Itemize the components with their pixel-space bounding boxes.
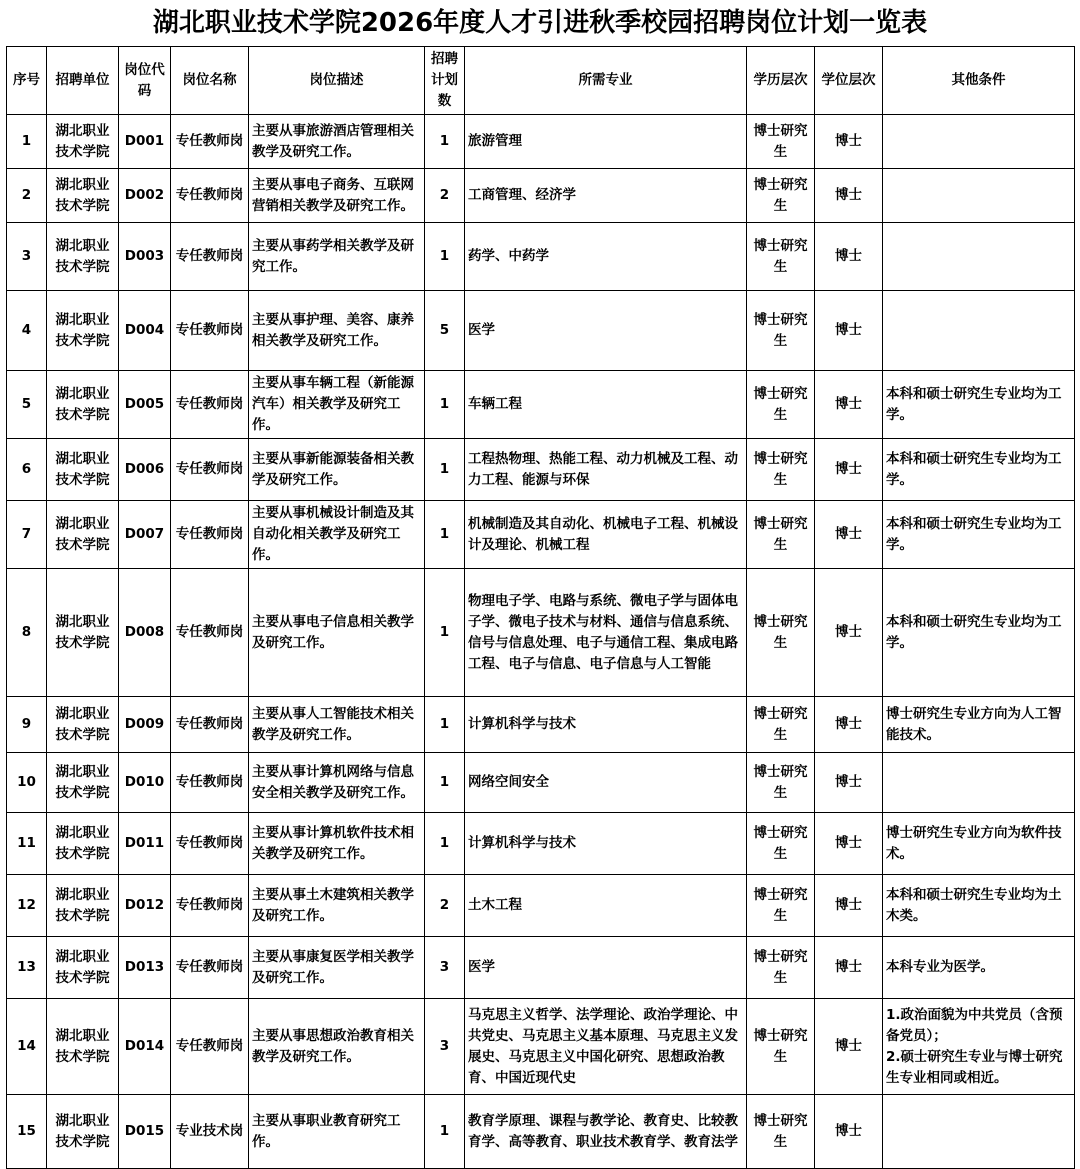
- cell-majors: 医学: [465, 937, 747, 999]
- cell-education: 博士研究生: [747, 753, 815, 813]
- cell-unit: 湖北职业技术学院: [47, 569, 119, 697]
- recruitment-table: [6, 46, 1075, 1169]
- cell-other: 本科和硕士研究生专业均为土木类。: [883, 875, 1075, 937]
- table-row: [7, 1095, 1075, 1169]
- cell-code: D005: [119, 371, 171, 439]
- table-row: [7, 813, 1075, 875]
- cell-count: 2: [425, 169, 465, 223]
- table-row: [7, 999, 1075, 1095]
- cell-majors: 旅游管理: [465, 115, 747, 169]
- cell-education: 博士研究生: [747, 813, 815, 875]
- table-row: [7, 115, 1075, 169]
- cell-degree: 博士: [815, 501, 883, 569]
- cell-code: D015: [119, 1095, 171, 1169]
- cell-count: 1: [425, 371, 465, 439]
- cell-education: 博士研究生: [747, 937, 815, 999]
- cell-count: 5: [425, 291, 465, 371]
- cell-degree: 博士: [815, 937, 883, 999]
- cell-seq: 5: [7, 371, 47, 439]
- header-majors: 所需专业: [465, 47, 747, 115]
- cell-seq: 8: [7, 569, 47, 697]
- cell-degree: 博士: [815, 291, 883, 371]
- cell-other: [883, 753, 1075, 813]
- cell-education: 博士研究生: [747, 371, 815, 439]
- cell-count: 1: [425, 697, 465, 753]
- cell-education: 博士研究生: [747, 223, 815, 291]
- cell-education: 博士研究生: [747, 291, 815, 371]
- page-title: 湖北职业技术学院2026年度人才引进秋季校园招聘岗位计划一览表: [152, 8, 928, 38]
- cell-position: 专任教师岗: [171, 223, 249, 291]
- cell-majors: 网络空间安全: [465, 753, 747, 813]
- cell-description: 主要从事药学相关教学及研究工作。: [249, 223, 425, 291]
- cell-education: 博士研究生: [747, 875, 815, 937]
- cell-education: 博士研究生: [747, 569, 815, 697]
- cell-education: 博士研究生: [747, 439, 815, 501]
- cell-unit: 湖北职业技术学院: [47, 371, 119, 439]
- cell-code: D011: [119, 813, 171, 875]
- cell-position: 专任教师岗: [171, 875, 249, 937]
- cell-other: 1.政治面貌为中共党员（含预备党员）； 2.硕士研究生专业与博士研究生专业相同或相近。: [883, 999, 1075, 1095]
- cell-education: 博士研究生: [747, 697, 815, 753]
- cell-code: D001: [119, 115, 171, 169]
- cell-code: D006: [119, 439, 171, 501]
- header-row: [7, 47, 1075, 115]
- cell-code: D004: [119, 291, 171, 371]
- cell-count: 1: [425, 115, 465, 169]
- cell-majors: 教育学原理、课程与教学论、教育史、比较教育学、高等教育、职业技术教育学、教育法学: [465, 1095, 747, 1169]
- cell-other: 本科和硕士研究生专业均为工学。: [883, 569, 1075, 697]
- cell-unit: 湖北职业技术学院: [47, 813, 119, 875]
- cell-other: 本科和硕士研究生专业均为工学。: [883, 439, 1075, 501]
- cell-description: 主要从事车辆工程（新能源汽车）相关教学及研究工作。: [249, 371, 425, 439]
- cell-seq: 2: [7, 169, 47, 223]
- cell-count: 1: [425, 223, 465, 291]
- cell-degree: 博士: [815, 1095, 883, 1169]
- cell-other: 博士研究生专业方向为软件技术。: [883, 813, 1075, 875]
- cell-majors: 计算机科学与技术: [465, 813, 747, 875]
- cell-count: 1: [425, 1095, 465, 1169]
- header-degree: 学位层次: [815, 47, 883, 115]
- cell-position: 专任教师岗: [171, 439, 249, 501]
- cell-position: 专任教师岗: [171, 569, 249, 697]
- table-row: [7, 291, 1075, 371]
- cell-degree: 博士: [815, 753, 883, 813]
- cell-seq: 6: [7, 439, 47, 501]
- cell-count: 1: [425, 813, 465, 875]
- cell-code: D009: [119, 697, 171, 753]
- cell-other: 本科和硕士研究生专业均为工学。: [883, 501, 1075, 569]
- cell-unit: 湖北职业技术学院: [47, 999, 119, 1095]
- cell-position: 专业技术岗: [171, 1095, 249, 1169]
- cell-count: 3: [425, 999, 465, 1095]
- cell-seq: 13: [7, 937, 47, 999]
- header-count: 招聘计划数: [425, 47, 465, 115]
- cell-seq: 10: [7, 753, 47, 813]
- cell-count: 1: [425, 753, 465, 813]
- cell-unit: 湖北职业技术学院: [47, 697, 119, 753]
- table-row: [7, 169, 1075, 223]
- cell-description: 主要从事职业教育研究工作。: [249, 1095, 425, 1169]
- cell-seq: 14: [7, 999, 47, 1095]
- cell-position: 专任教师岗: [171, 937, 249, 999]
- cell-code: D010: [119, 753, 171, 813]
- cell-other: 博士研究生专业方向为人工智能技术。: [883, 697, 1075, 753]
- cell-other: [883, 1095, 1075, 1169]
- cell-description: 主要从事计算机网络与信息安全相关教学及研究工作。: [249, 753, 425, 813]
- cell-description: 主要从事电子商务、互联网营销相关教学及研究工作。: [249, 169, 425, 223]
- cell-code: D002: [119, 169, 171, 223]
- cell-unit: 湖北职业技术学院: [47, 439, 119, 501]
- header-position: 岗位名称: [171, 47, 249, 115]
- table-row: [7, 439, 1075, 501]
- cell-position: 专任教师岗: [171, 169, 249, 223]
- cell-description: 主要从事康复医学相关教学及研究工作。: [249, 937, 425, 999]
- cell-majors: 计算机科学与技术: [465, 697, 747, 753]
- cell-description: 主要从事旅游酒店管理相关教学及研究工作。: [249, 115, 425, 169]
- cell-unit: 湖北职业技术学院: [47, 875, 119, 937]
- cell-count: 1: [425, 569, 465, 697]
- table-row: [7, 753, 1075, 813]
- cell-unit: 湖北职业技术学院: [47, 501, 119, 569]
- cell-unit: 湖北职业技术学院: [47, 753, 119, 813]
- cell-unit: 湖北职业技术学院: [47, 291, 119, 371]
- cell-count: 1: [425, 439, 465, 501]
- cell-degree: 博士: [815, 439, 883, 501]
- cell-code: D013: [119, 937, 171, 999]
- cell-description: 主要从事计算机软件技术相关教学及研究工作。: [249, 813, 425, 875]
- header-description: 岗位描述: [249, 47, 425, 115]
- cell-count: 2: [425, 875, 465, 937]
- cell-position: 专任教师岗: [171, 115, 249, 169]
- cell-education: 博士研究生: [747, 999, 815, 1095]
- cell-position: 专任教师岗: [171, 501, 249, 569]
- cell-degree: 博士: [815, 371, 883, 439]
- cell-description: 主要从事人工智能技术相关教学及研究工作。: [249, 697, 425, 753]
- table-row: [7, 697, 1075, 753]
- cell-seq: 9: [7, 697, 47, 753]
- cell-degree: 博士: [815, 569, 883, 697]
- cell-degree: 博士: [815, 223, 883, 291]
- header-seq: 序号: [7, 47, 47, 115]
- cell-code: D008: [119, 569, 171, 697]
- cell-majors: 机械制造及其自动化、机械电子工程、机械设计及理论、机械工程: [465, 501, 747, 569]
- cell-description: 主要从事机械设计制造及其自动化相关教学及研究工作。: [249, 501, 425, 569]
- cell-majors: 工程热物理、热能工程、动力机械及工程、动力工程、能源与环保: [465, 439, 747, 501]
- header-other: 其他条件: [883, 47, 1075, 115]
- cell-majors: 药学、中药学: [465, 223, 747, 291]
- cell-majors: 物理电子学、电路与系统、微电子学与固体电子学、微电子技术与材料、通信与信息系统、信号与信息处理、电子与通信工程、集成电路工程、电子与信息、电子信息与人工智能: [465, 569, 747, 697]
- cell-description: 主要从事土木建筑相关教学及研究工作。: [249, 875, 425, 937]
- cell-code: D014: [119, 999, 171, 1095]
- cell-degree: 博士: [815, 999, 883, 1095]
- cell-seq: 11: [7, 813, 47, 875]
- cell-majors: 工商管理、经济学: [465, 169, 747, 223]
- header-education: 学历层次: [747, 47, 815, 115]
- cell-unit: 湖北职业技术学院: [47, 937, 119, 999]
- cell-majors: 车辆工程: [465, 371, 747, 439]
- cell-education: 博士研究生: [747, 501, 815, 569]
- cell-education: 博士研究生: [747, 115, 815, 169]
- cell-degree: 博士: [815, 115, 883, 169]
- cell-seq: 4: [7, 291, 47, 371]
- cell-other: [883, 169, 1075, 223]
- cell-other: 本科专业为医学。: [883, 937, 1075, 999]
- cell-degree: 博士: [815, 875, 883, 937]
- cell-unit: 湖北职业技术学院: [47, 115, 119, 169]
- cell-code: D012: [119, 875, 171, 937]
- cell-education: 博士研究生: [747, 169, 815, 223]
- cell-description: 主要从事护理、美容、康养相关教学及研究工作。: [249, 291, 425, 371]
- cell-position: 专任教师岗: [171, 697, 249, 753]
- cell-count: 3: [425, 937, 465, 999]
- cell-count: 1: [425, 501, 465, 569]
- cell-position: 专任教师岗: [171, 813, 249, 875]
- cell-seq: 7: [7, 501, 47, 569]
- cell-majors: 马克思主义哲学、法学理论、政治学理论、中共党史、马克思主义基本原理、马克思主义发展史、马克思主义中国化研究、思想政治教育、中国近现代史: [465, 999, 747, 1095]
- cell-degree: 博士: [815, 169, 883, 223]
- cell-other: [883, 223, 1075, 291]
- cell-degree: 博士: [815, 813, 883, 875]
- table-row: [7, 371, 1075, 439]
- cell-unit: 湖北职业技术学院: [47, 223, 119, 291]
- header-code: 岗位代码: [119, 47, 171, 115]
- cell-majors: 医学: [465, 291, 747, 371]
- cell-majors: 土木工程: [465, 875, 747, 937]
- cell-position: 专任教师岗: [171, 291, 249, 371]
- cell-other: [883, 115, 1075, 169]
- cell-description: 主要从事电子信息相关教学及研究工作。: [249, 569, 425, 697]
- cell-other: [883, 291, 1075, 371]
- cell-seq: 12: [7, 875, 47, 937]
- cell-seq: 15: [7, 1095, 47, 1169]
- cell-seq: 1: [7, 115, 47, 169]
- table-row: [7, 875, 1075, 937]
- header-unit: 招聘单位: [47, 47, 119, 115]
- table-row: [7, 223, 1075, 291]
- cell-other: 本科和硕士研究生专业均为工学。: [883, 371, 1075, 439]
- cell-position: 专任教师岗: [171, 999, 249, 1095]
- cell-education: 博士研究生: [747, 1095, 815, 1169]
- cell-seq: 3: [7, 223, 47, 291]
- table-row: [7, 937, 1075, 999]
- cell-position: 专任教师岗: [171, 371, 249, 439]
- cell-unit: 湖北职业技术学院: [47, 169, 119, 223]
- cell-position: 专任教师岗: [171, 753, 249, 813]
- table-row: [7, 569, 1075, 697]
- cell-code: D007: [119, 501, 171, 569]
- cell-description: 主要从事思想政治教育相关教学及研究工作。: [249, 999, 425, 1095]
- cell-code: D003: [119, 223, 171, 291]
- cell-degree: 博士: [815, 697, 883, 753]
- cell-unit: 湖北职业技术学院: [47, 1095, 119, 1169]
- table-row: [7, 501, 1075, 569]
- cell-description: 主要从事新能源装备相关教学及研究工作。: [249, 439, 425, 501]
